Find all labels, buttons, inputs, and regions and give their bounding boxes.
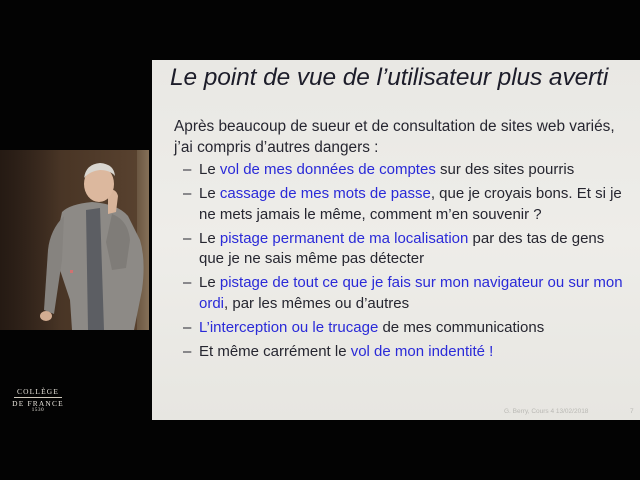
list-item-text [199, 318, 633, 339]
item-highlight: L’interception ou le trucage [199, 318, 379, 336]
presentation-slide [152, 60, 640, 420]
bullet-dash: – [183, 185, 192, 202]
item-highlight: vol de mes données de comptes [219, 161, 436, 178]
logo-year: 1530 [31, 408, 45, 413]
list-item-text [199, 184, 633, 225]
item-text-before: Le [199, 274, 220, 291]
list-item-text [199, 273, 633, 314]
logo-line-2: DE FRANCE [12, 399, 64, 408]
item-text-after: par des tas de gens que je ne sais même pas détecter [199, 229, 605, 267]
item-highlight: cassage de mes mots de passe [219, 185, 431, 202]
college-de-france-logo [10, 387, 66, 414]
bullet-dash: – [183, 342, 192, 360]
item-text-after: de mes communications [378, 318, 545, 336]
list-item [183, 273, 633, 314]
list-item [183, 184, 633, 225]
item-text-before: Le [199, 161, 220, 178]
list-item-text [199, 160, 633, 181]
list-item [183, 160, 633, 181]
slide-title: Le point de vue de l’utilisateur plus averti [170, 64, 609, 91]
item-text-before: Et même carrément le [199, 342, 351, 360]
bullet-dash: – [183, 161, 192, 178]
list-item-text [199, 229, 633, 270]
list-item [183, 318, 633, 339]
item-text-before: Le [199, 229, 220, 247]
bullet-dash: – [183, 274, 192, 291]
item-text-after: , que je croyais bons. Et si je ne mets jamais le même, comment m’en souvenir ? [199, 185, 622, 223]
item-text-after: sur des sites pourris [435, 161, 575, 178]
list-item [183, 342, 633, 363]
slide-page-number: 7 [630, 408, 634, 415]
item-highlight: pistage de tout ce que je fais sur mon navigateur ou sur mon ordi [199, 274, 623, 312]
bullet-dash: – [183, 229, 192, 247]
slide-footer: G. Berry, Cours 4 13/02/2018 [504, 408, 589, 415]
list-item [183, 229, 633, 270]
list-item-text [199, 342, 633, 363]
item-text-before: Le [199, 185, 220, 202]
logo-rule [14, 397, 62, 398]
item-text-after: , par les mêmes ou d’autres [224, 294, 410, 312]
logo-line-1: COLLÈGE [16, 387, 60, 396]
item-highlight: vol de mon indentité ! [350, 342, 494, 360]
danger-list [183, 160, 633, 366]
item-highlight: pistage permanent de ma localisation [219, 229, 469, 247]
bullet-dash: – [183, 318, 192, 336]
speaker-figure [0, 150, 149, 330]
speaker-video-inset [0, 150, 149, 330]
slide-intro: Après beaucoup de sueur et de consultation de sites web variés, j’ai compris d’autres dangers : [174, 118, 615, 156]
